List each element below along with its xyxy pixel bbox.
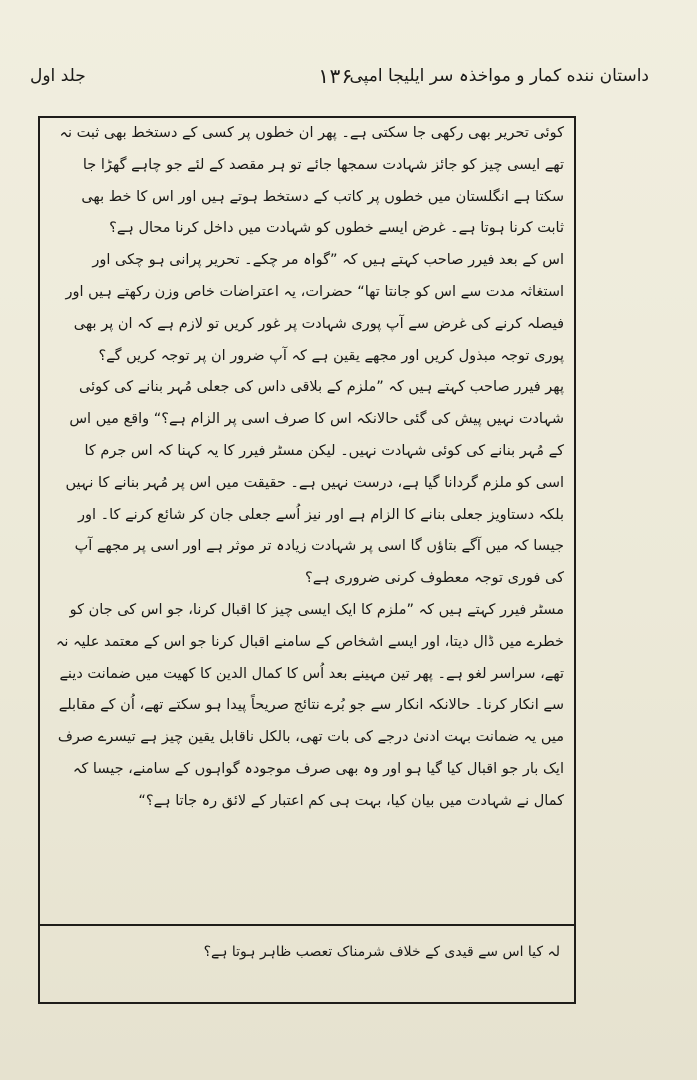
footnote: لہ کیا اس سے قیدی کے خلاف شرمناک تعصب ظاہر ہوتا ہے؟: [203, 944, 560, 960]
paragraph-4: مسٹر فیرر کہتے ہیں کہ ”ملزم کا ایک ایسی چیز کا اقبال کرنا، جو اس کی جان کو خطرے میں ڈال دیتا، اور ایسے اشخاص کے سامنے اقبال کرنا جو اس کے معتمد علیہ نہ تھے، سراسر لغو ہے۔ پھر تین مہینے بعد اُس کا کمال الدین کا کھیت میں ضمانت دینے سے انکار کرنا۔ حالانکہ انکار سے جو بُرے نتائج صریحاً پیدا ہو سکتے تھے، اُن کے مقابلے میں یہ ضمانت بہت ادنیٰ درجے کی بات تھی، بالکل ناقابل یقین چیز ہے تیسرے صرف ایک بار جو اقبال کیا گیا ہو اور وہ بھی صرف موجودہ گواہوں کے سامنے، جیسا کہ کمال نے شہادت میں بیان کیا، بہت ہی کم اعتبار کے لائق رہ جاتا ہے؟“: [55, 601, 564, 809]
running-title: داستان ننده کمار و مواخذہ سر ایلیجا امپی: [349, 66, 649, 86]
footnote-divider: [38, 924, 576, 926]
volume-label: جلد اول: [30, 66, 86, 86]
paragraph-2: اس کے بعد فیرر صاحب کہتے ہیں کہ ”گواہ مر چکے۔ تحریر پرانی ہو چکی اور استغاثہ مدت سے اس کو جانتا تھا“ حضرات، یہ اعتراضات خاص وزن رکھتے ہیں اور فیصلہ کرنے کی غرض سے آپ پوری شہادت پر غور کریں تو لازم ہے کہ ان پر بھی پوری توجہ مبذول کریں اور مجھے یقین ہے کہ آپ ضرور ان پر توجہ کریں گے؟: [65, 252, 564, 364]
main-text: [52, 118, 564, 918]
paragraph-1: کوئی تحریر بھی رکھی جا سکتی ہے۔ پھر ان خطوں پر کسی کے دستخط بھی ثبت نہ تھے ایسی چیز کو جائز شہادت سمجھا جائے تو ہر مقصد کے لئے جو چاہے گھڑا جا سکتا ہے انگلستان میں خطوں پر کاتب کے دستخط ہوتے ہیں اور اس کا خط بھی ثابت کرنا ہوتا ہے۔ غرض ایسے خطوں کو شہادت میں داخل کرنا محال ہے؟: [59, 125, 564, 237]
paragraph-3: پھر فیرر صاحب کہتے ہیں کہ ”ملزم کے بلاقی داس کی جعلی مُہر بنانے کی کوئی شہادت نہیں پیش کی گئی حالانکہ اس کا صرف اسی پر الزام ہے؟“ واقع میں اس کے مُہر بنانے کی کوئی شہادت نہیں۔ لیکن مسٹر فیرر کا یہ کہنا کہ اس جرم کا اسی کو ملزم گردانا گیا ہے، درست نہیں ہے۔ حقیقت میں اس پر مُہر بنانے کا نہیں بلکہ دستاویز جعلی بنانے کا الزام ہے اور نیز اُسے جعلی جان کر شائع کرنے کا۔ اور جیسا کہ میں آگے بتاؤں گا اسی پر شہادت زیادہ تر موثر ہے اور اسی پر مجھے آپ کی فوری توجہ معطوف کرنی ضروری ہے؟: [65, 379, 564, 587]
page-number: ۱۳۶: [316, 64, 354, 88]
